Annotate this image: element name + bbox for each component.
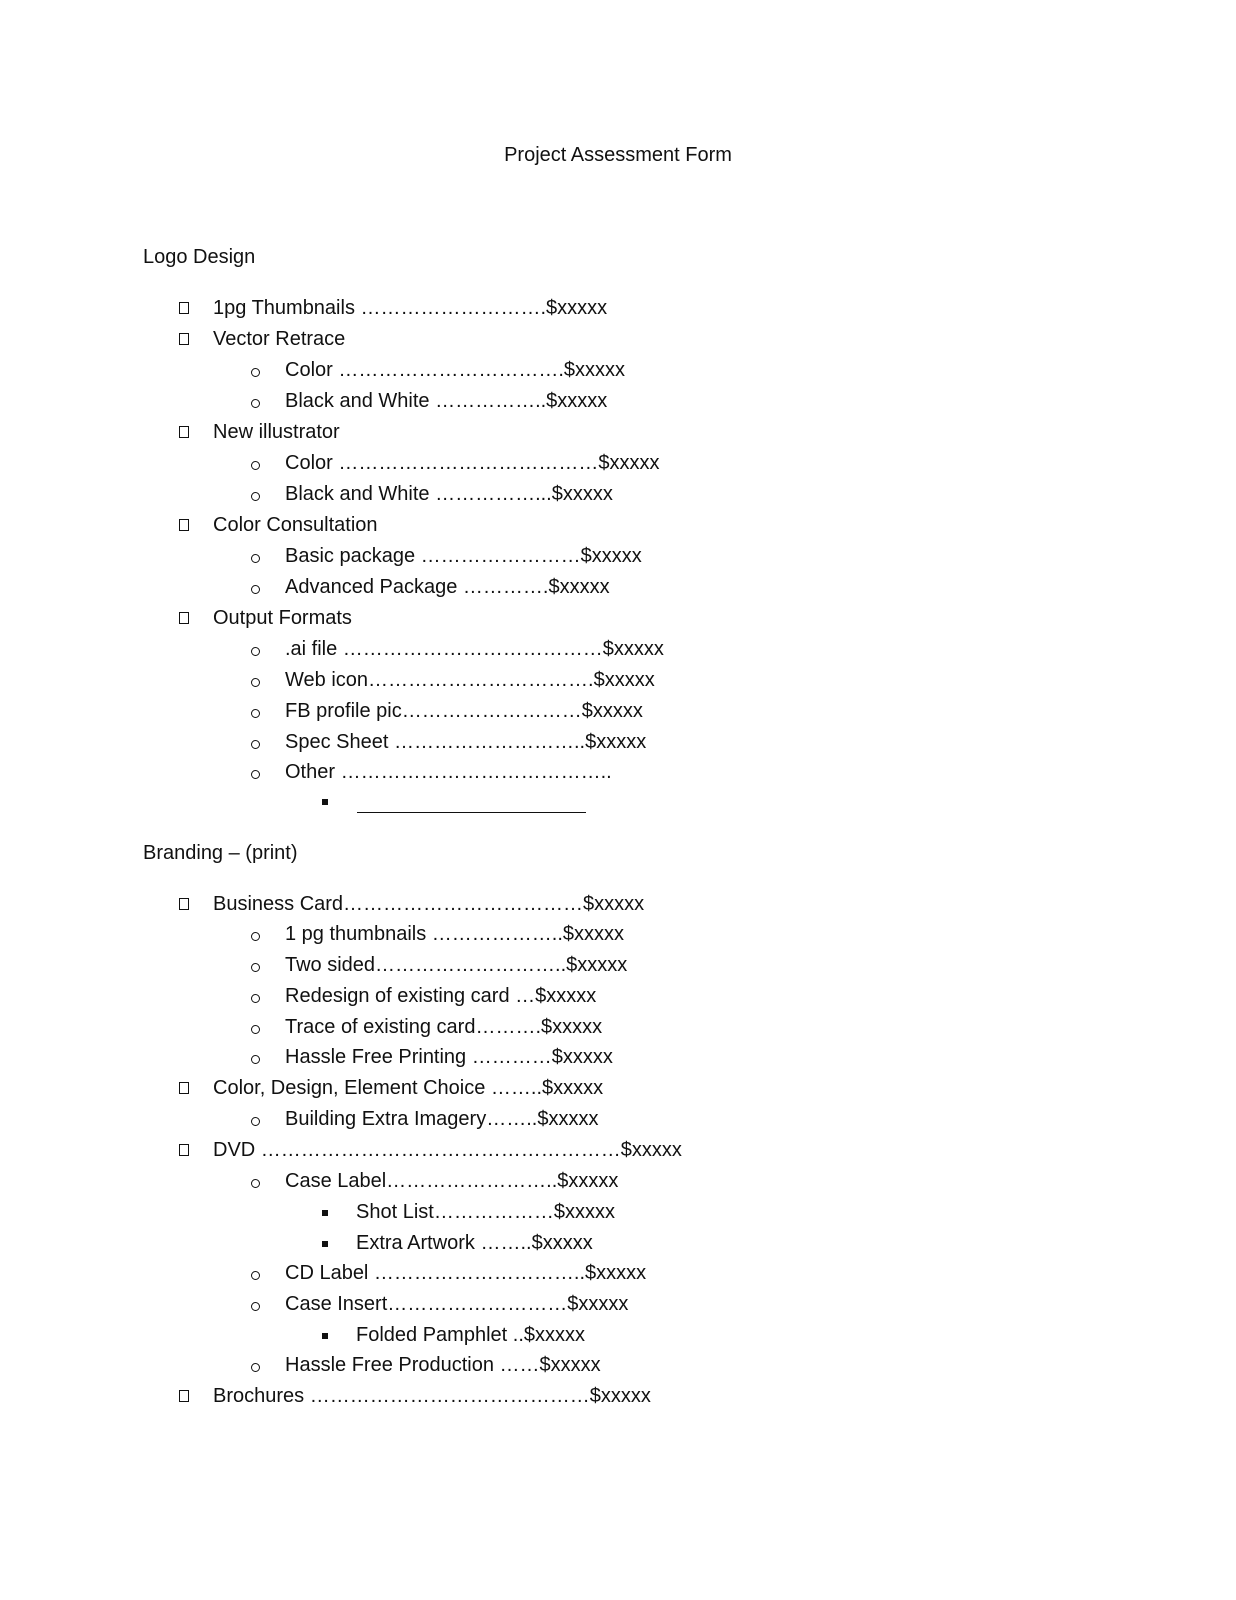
- list-item: [0, 575, 1236, 601]
- list-item-label: Spec Sheet ………………………..$xxxxx: [285, 731, 647, 753]
- checkbox-icon[interactable]: [179, 1390, 189, 1402]
- list-item: [0, 296, 1236, 322]
- bullet-circle-icon: [251, 740, 260, 749]
- list-item: [0, 544, 1236, 570]
- other-entry: [322, 789, 592, 815]
- checkbox-icon[interactable]: [179, 302, 189, 314]
- list-item: [0, 892, 1236, 918]
- list-item: [0, 513, 1236, 539]
- list-item-label: Advanced Package ………….$xxxxx: [285, 576, 610, 598]
- list-item-label: Color, Design, Element Choice ……..$xxxxx: [213, 1077, 604, 1099]
- bullet-circle-icon: [251, 1025, 260, 1034]
- checkbox-icon[interactable]: [179, 612, 189, 624]
- list-item: [0, 327, 1236, 353]
- list-item-label: Extra Artwork ……..$xxxxx: [356, 1232, 593, 1254]
- bullet-circle-icon: [251, 1271, 260, 1280]
- bullet-circle-icon: [251, 678, 260, 687]
- page-title: Project Assessment Form: [504, 144, 732, 166]
- bullet-circle-icon: [251, 492, 260, 501]
- list-item-label: Color Consultation: [213, 514, 378, 536]
- list-item: [0, 699, 1236, 725]
- list-item: [0, 606, 1236, 632]
- section-heading-logo-design: Logo Design: [143, 246, 256, 268]
- list-item-label: Other …………………………………..: [285, 761, 612, 783]
- list-item-label: CD Label …………………………..$xxxxx: [285, 1262, 647, 1284]
- list-item-label: Folded Pamphlet ..$xxxxx: [356, 1324, 585, 1346]
- bullet-circle-icon: [251, 647, 260, 656]
- section-heading-branding: Branding – (print): [143, 842, 298, 864]
- list-item: [0, 1231, 1236, 1257]
- list-item: [0, 420, 1236, 446]
- list-item-label: Black and White ……………...$xxxxx: [285, 483, 613, 505]
- list-item: [0, 1261, 1236, 1287]
- list-item: [0, 1076, 1236, 1102]
- list-item-label: Building Extra Imagery……..$xxxxx: [285, 1108, 599, 1130]
- bullet-circle-icon: [251, 1302, 260, 1311]
- checkbox-icon[interactable]: [179, 519, 189, 531]
- list-item: [0, 922, 1236, 948]
- bullet-circle-icon: [251, 709, 260, 718]
- bullet-square-icon: [322, 1210, 328, 1216]
- bullet-circle-icon: [251, 994, 260, 1003]
- list-item: [0, 482, 1236, 508]
- list-item: [0, 984, 1236, 1010]
- list-item-label: Business Card………………………………$xxxxx: [213, 893, 645, 915]
- list-item: [0, 1353, 1236, 1379]
- list-item: [0, 389, 1236, 415]
- list-item-label: Hassle Free Production ……$xxxxx: [285, 1354, 601, 1376]
- list-item-label: FB profile pic………………………$xxxxx: [285, 700, 643, 722]
- list-item: [0, 730, 1236, 756]
- bullet-circle-icon: [251, 585, 260, 594]
- list-item: [0, 451, 1236, 477]
- list-item-label: Output Formats: [213, 607, 352, 629]
- list-item-label: 1pg Thumbnails ……………………….$xxxxx: [213, 297, 608, 319]
- list-item-label: Redesign of existing card …$xxxxx: [285, 985, 597, 1007]
- bullet-circle-icon: [251, 399, 260, 408]
- list-item-label: Shot List………………$xxxxx: [356, 1201, 615, 1223]
- list-item: [0, 1045, 1236, 1071]
- bullet-square-icon: [322, 1333, 328, 1339]
- bullet-circle-icon: [251, 554, 260, 563]
- list-item-label: Trace of existing card……….$xxxxx: [285, 1016, 603, 1038]
- checkbox-icon[interactable]: [179, 333, 189, 345]
- other-blank-line[interactable]: [357, 812, 586, 813]
- bullet-circle-icon: [251, 461, 260, 470]
- list-item-label: Case Insert………………………$xxxxx: [285, 1293, 629, 1315]
- list-item: [0, 1015, 1236, 1041]
- checkbox-icon[interactable]: [179, 426, 189, 438]
- list-item-label: .ai file …………………………………$xxxxx: [285, 638, 664, 660]
- bullet-circle-icon: [251, 1363, 260, 1372]
- list-item-label: Color …………………………….$xxxxx: [285, 359, 626, 381]
- checkbox-icon[interactable]: [179, 1082, 189, 1094]
- list-item-label: Web icon…………………………….$xxxxx: [285, 669, 655, 691]
- list-item-label: 1 pg thumbnails ………………..$xxxxx: [285, 923, 624, 945]
- checkbox-icon[interactable]: [179, 1144, 189, 1156]
- list-item-label: Basic package ……………………$xxxxx: [285, 545, 642, 567]
- list-item: [0, 1107, 1236, 1133]
- bullet-circle-icon: [251, 1055, 260, 1064]
- list-item-label: Black and White ……………..$xxxxx: [285, 390, 608, 412]
- list-item-label: New illustrator: [213, 421, 340, 443]
- list-item: [0, 1169, 1236, 1195]
- list-item: [0, 358, 1236, 384]
- bullet-square-icon: [322, 799, 328, 805]
- list-item-label: DVD ………………………………………………$xxxxx: [213, 1139, 682, 1161]
- list-item: [0, 1384, 1236, 1410]
- list-item: [0, 637, 1236, 663]
- list-item-label: Brochures ……………………………………$xxxxx: [213, 1385, 651, 1407]
- bullet-square-icon: [322, 1241, 328, 1247]
- list-item-label: Hassle Free Printing …………$xxxxx: [285, 1046, 613, 1068]
- list-item: [0, 1323, 1236, 1349]
- list-item: [0, 1138, 1236, 1164]
- list-item-label: Color …………………………………$xxxxx: [285, 452, 660, 474]
- list-item: [0, 668, 1236, 694]
- list-item: [0, 1200, 1236, 1226]
- list-item: [0, 760, 1236, 786]
- list-item-label: Vector Retrace: [213, 328, 346, 350]
- list-item: [0, 1292, 1236, 1318]
- list-item-label: Case Label……………………..$xxxxx: [285, 1170, 619, 1192]
- bullet-circle-icon: [251, 1179, 260, 1188]
- checkbox-icon[interactable]: [179, 898, 189, 910]
- bullet-circle-icon: [251, 770, 260, 779]
- list-item-label: Two sided………………………..$xxxxx: [285, 954, 628, 976]
- bullet-circle-icon: [251, 1117, 260, 1126]
- bullet-circle-icon: [251, 932, 260, 941]
- bullet-circle-icon: [251, 368, 260, 377]
- list-item: [0, 953, 1236, 979]
- bullet-circle-icon: [251, 963, 260, 972]
